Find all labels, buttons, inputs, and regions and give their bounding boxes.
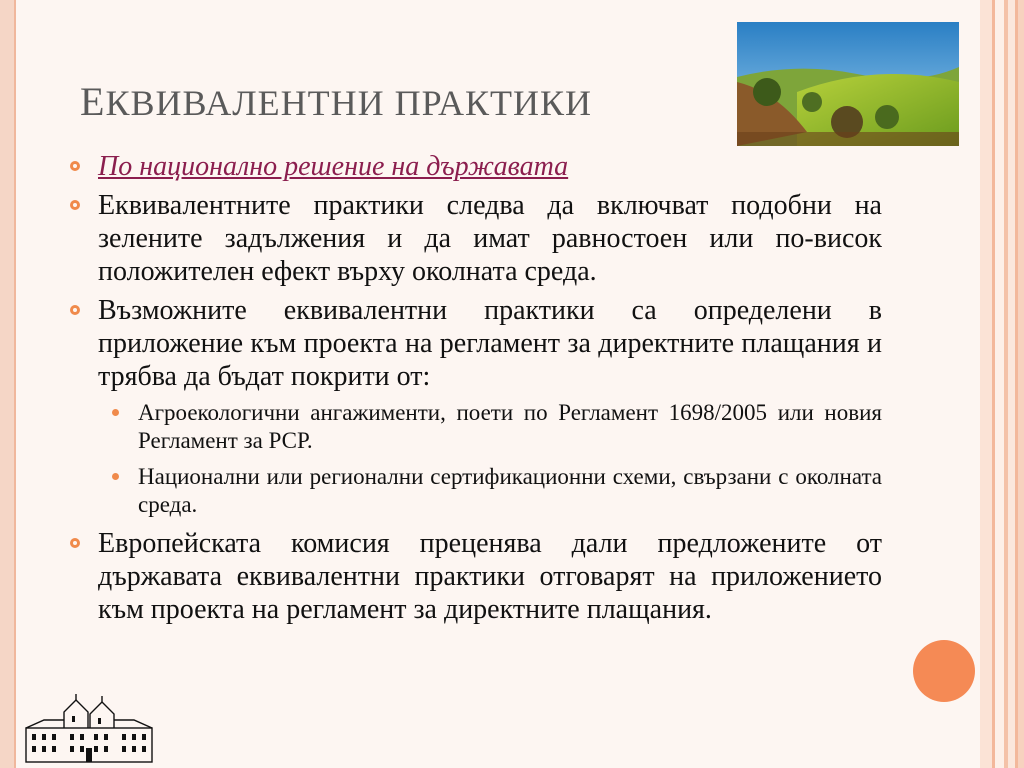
left-border [0,0,16,768]
bullet-commission-assessment: Европейската комисия преценява дали предложените от държавата еквивалентни практики отговарят на приложението към проекта на регламент за директните плащания. [66,527,882,626]
bullet-national-decision[interactable]: По национално решение на държавата [66,150,882,183]
decorative-circle [913,640,975,702]
bullet-marker-icon [70,538,80,548]
slide-title: ЕКВИВАЛЕНТНИ ПРАКТИКИ [80,79,593,124]
sub-bullet-dot-icon [112,473,119,480]
sub-bullet-dot-icon [112,409,119,416]
bullet-marker-icon [70,200,80,210]
bullet-possible-practices: Възможните еквивалентни практики са определени в приложение към проекта на регламент за директните плащания и трябва да бъдат покрити от: [66,294,882,393]
bullet-marker-icon [70,161,80,171]
bullet-equivalent-practices: Еквивалентните практики следва да включват подобни на зелените задължения и да имат равностоен или по-висок положителен ефект върху околната среда. [66,189,882,288]
bullet-list [66,150,882,632]
building-logo-icon [24,694,154,764]
bullet-marker-icon [70,305,80,315]
right-stripes [980,0,1024,768]
sub-bullet-agroecological: Агроекологични ангажименти, поети по Регламент 1698/2005 или новия Регламент за РСР. [66,399,882,455]
landscape-photo [737,22,959,146]
sub-bullet-certification: Национални или регионални сертификационни схеми, свързани с околната среда. [66,463,882,519]
